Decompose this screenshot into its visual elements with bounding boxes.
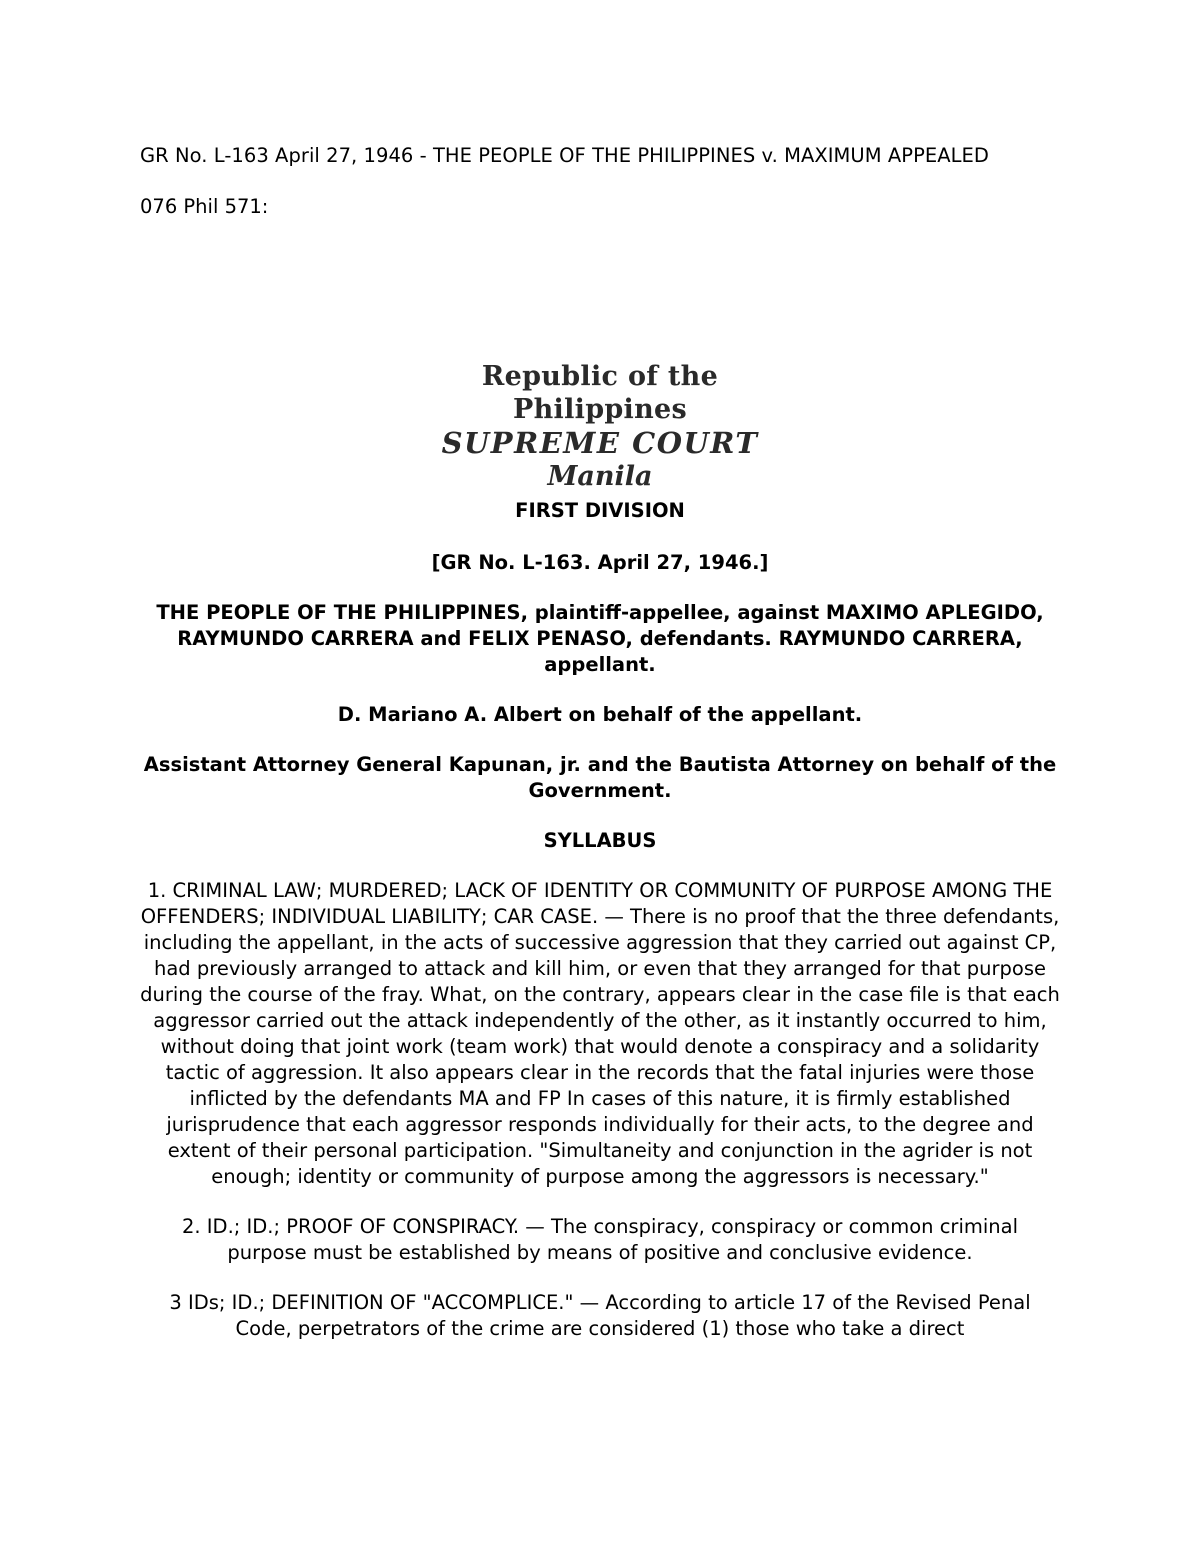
document-body	[140, 498, 1060, 1342]
counsel-appellant: D. Mariano A. Albert on behalf of the appellant.	[337, 703, 863, 726]
case-number: [GR No. L-163. April 27, 1946.]	[431, 551, 769, 574]
syllabus-item-1: 1. CRIMINAL LAW; MURDERED; LACK OF IDENTITY OR COMMUNITY OF PURPOSE AMONG THE OFFENDERS; INDIVIDUAL LIABILITY; CAR CASE. — There is no proof that the three defendants, including the appellant, in the acts of successive aggression that they carried out against CP, had previously arranged to attack and kill him, or even that they arranged for that purpose during the course of the fray. What, on the contrary, appears clear in the case file is that each aggressor carried out the attack independently of the other, as it instantly occurred to him, without doing that joint work (team work) that would denote a conspiracy and a solidarity tactic of aggression. It also appears clear in the records that the fatal injuries were those inflicted by the defendants MA and FP In cases of this nature, it is firmly established jurisprudence that each aggressor responds individually for their acts, to the degree and extent of their personal participation. "Simultaneity and conjunction in the agrider is not enough; identity or community of purpose among the aggressors is necessary."	[140, 879, 1060, 1188]
case-title: GR No. L-163 April 27, 1946 - THE PEOPLE OF THE PHILIPPINES v. MAXIMUM APPEALED	[140, 144, 989, 167]
syllabus-heading: SYLLABUS	[543, 829, 657, 852]
syllabus-item-2: 2. ID.; ID.; PROOF OF CONSPIRACY. — The conspiracy, conspiracy or common criminal purpose must be established by means of positive and conclusive evidence.	[182, 1215, 1018, 1264]
court-seal-republic: Republic of the Philippines	[481, 361, 719, 425]
court-seal-manila: Manila	[547, 461, 653, 492]
case-parties: THE PEOPLE OF THE PHILIPPINES, plaintiff-appellee, against MAXIMO APLEGIDO, RAYMUNDO CARRERA and FELIX PENASO, defendants. RAYMUNDO CARRERA, appellant.	[156, 601, 1044, 676]
document-header	[140, 142, 1060, 220]
division-heading: FIRST DIVISION	[515, 499, 685, 522]
case-citation: 076 Phil 571:	[140, 195, 269, 218]
syllabus-item-3: 3 IDs; ID.; DEFINITION OF "ACCOMPLICE." — According to article 17 of the Revised Penal Code, perpetrators of the crime are considered (1) those who take a direct	[169, 1291, 1031, 1340]
counsel-government: Assistant Attorney General Kapunan, jr. and the Bautista Attorney on behalf of the Government.	[143, 753, 1057, 802]
court-seal-supreme-court: SUPREME COURT	[441, 426, 759, 460]
court-seal	[400, 360, 800, 494]
